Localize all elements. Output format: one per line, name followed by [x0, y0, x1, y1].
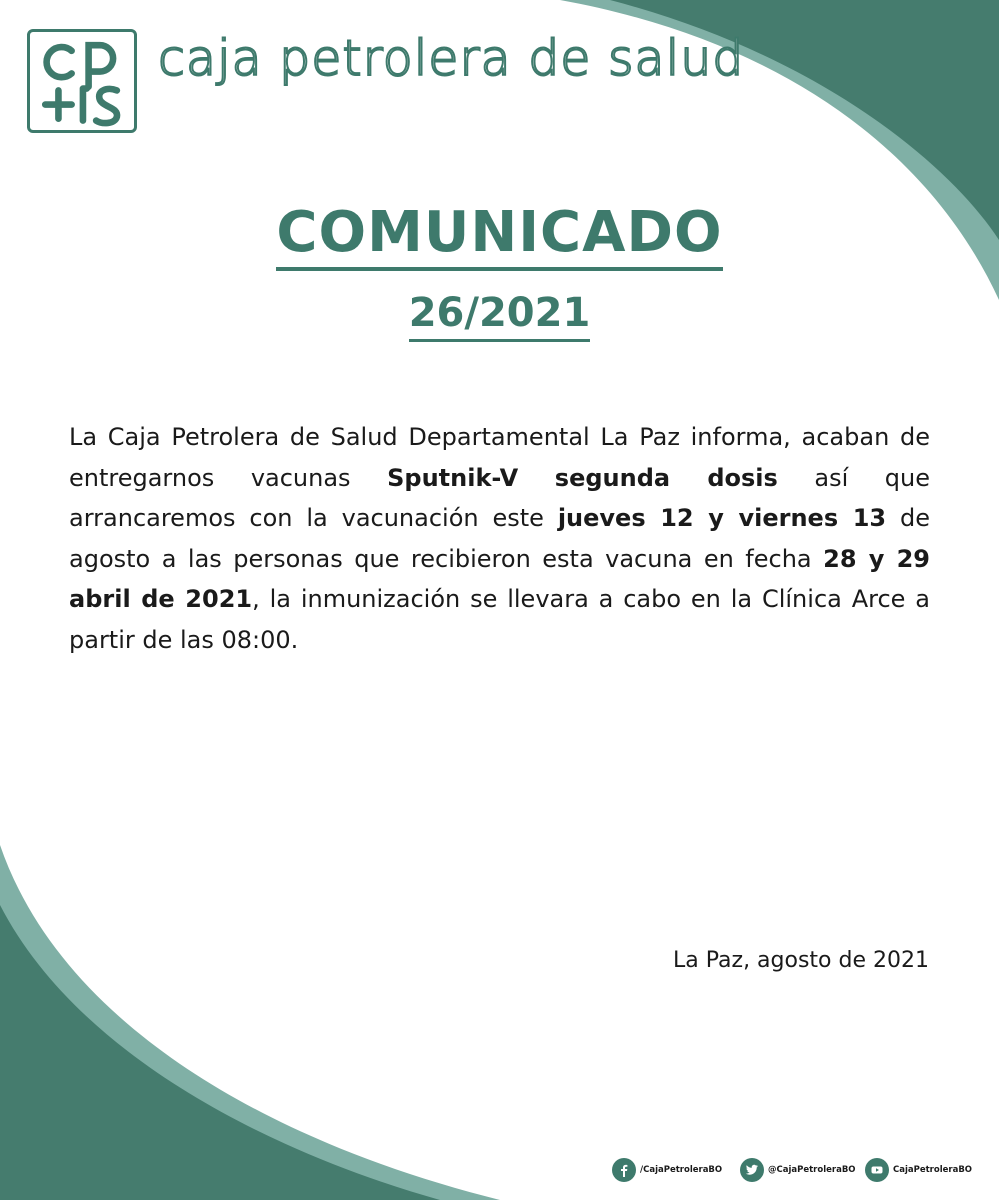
place-date: La Paz, agosto de 2021 — [673, 948, 929, 973]
title-text: COMUNICADO — [276, 200, 722, 271]
body-segment: , la inmunización se llevara a cabo en la Clínica Arce a partir de las 08:00. — [69, 585, 930, 654]
facebook-icon — [612, 1158, 636, 1182]
vaccination-days: jueves 12 y viernes 13 — [557, 504, 887, 532]
twitter-icon — [740, 1158, 764, 1182]
announcement-body — [69, 417, 930, 660]
first-dose-dates: 28 y 29 abril de 2021 — [69, 544, 930, 613]
number-text: 26/2021 — [409, 290, 591, 342]
twitter-handle: @CajaPetroleraBO — [768, 1165, 856, 1175]
social-twitter[interactable] — [740, 1158, 856, 1182]
cp-ps-logo-mark — [30, 32, 134, 130]
social-facebook[interactable] — [612, 1158, 722, 1182]
body-segment: La Caja Petrolera de Salud Departamental La Paz informa, acaban de entregarnos vacunas — [69, 423, 930, 492]
communique-number — [0, 290, 999, 336]
youtube-handle: CajaPetroleraBO — [893, 1165, 973, 1175]
brand-logo — [27, 29, 137, 133]
youtube-icon — [865, 1158, 889, 1182]
social-youtube[interactable] — [865, 1158, 972, 1182]
vaccine-name: Sputnik-V — [387, 463, 519, 492]
page-title — [0, 200, 999, 265]
body-segment — [518, 464, 555, 492]
bottom-left-dark-swoosh — [0, 905, 440, 1200]
dose-label: segunda dosis — [554, 463, 778, 492]
body-segment: de agosto a las personas que recibieron esta vacuna en fecha — [69, 504, 930, 573]
body-segment: así que arrancaremos con la vacunación este — [69, 463, 930, 532]
facebook-handle: /CajaPetroleraBO — [640, 1165, 723, 1175]
brand-name: caja petrolera de salud — [158, 30, 745, 87]
